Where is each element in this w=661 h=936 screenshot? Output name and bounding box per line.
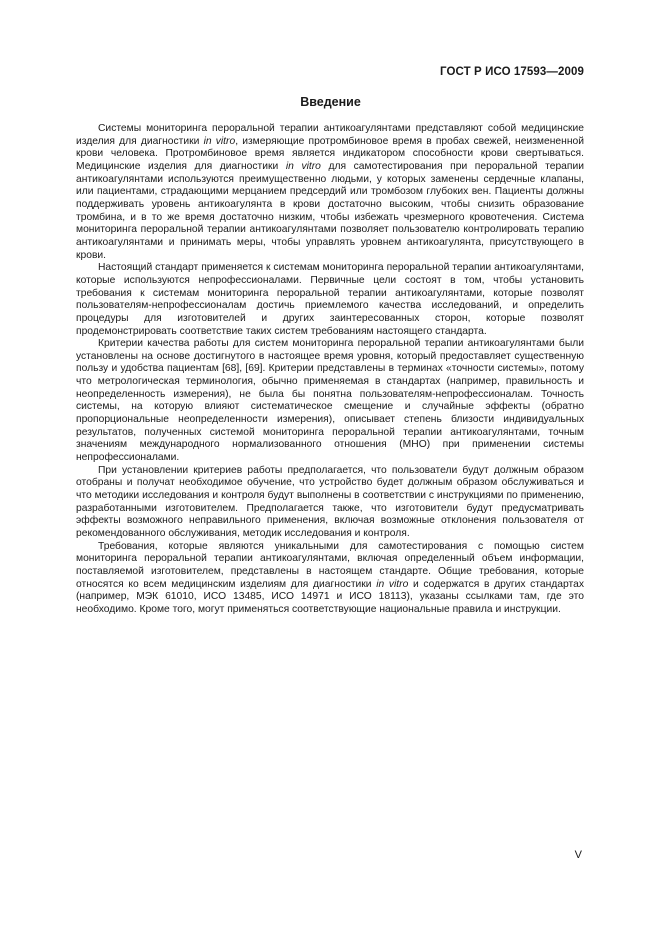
paragraph-2: Настоящий стандарт применяется к системам мониторинга пероральной терапии антикоагулянтами, которые используются непрофессионалами. Первичные цели состоят в том, чтобы установить требования к системам мониторинга пероральной терапии антикоагулянтами, которые позволят пользователям-непрофессионалам достичь приемлемого качества исследований, и определить процедуры для изготовителей и других заинтересованных сторон, которые позволят продемонстрировать соответствие таких систем требованиям настоящего стандарта. <box>76 262 584 337</box>
paragraph-3: Критерии качества работы для систем мониторинга пероральной терапии антикоагулянтами были установлены на основе достигнутого в настоящее время уровня, который предоставляет существенную пользу и удобства пациентам [68], [69]. Критерии представлены в терминах «точности системы», потому что метрологическая терминология, обычно применяемая в стандартах (например, правильность и неопределенность измерения), не была бы понятна пользователям-непрофессионалам. Точность системы, на которую влияют систематическое смещение и случайные эффекты (обратно пропорциональные неопределенности измерения), описывает степень близости индивидуальных результатов, полученных системой мониторинга пероральной терапии антикоагулянтами, точным значениям международного нормализованного отношения (МНО) при применении системы непрофессионалами. <box>76 338 584 464</box>
paragraph-5: Требования, которые являются уникальными для самотестирования с помощью систем мониторинга пероральной терапии антикоагулянтами, включая определенный объем информации, поставляемой изготовителем, представлены в настоящем стандарте. Общие требования, которые относятся ко всем медицинским изделиям для диагностики in vitro и содержатся в других стандартах (например, МЭК 61010, ИСО 13485, ИСО 14971 и ИСО 18113), указаны ссылками там, где это необходимо. Кроме того, могут применяться соответствующие национальные правила и инструкции. <box>76 540 585 615</box>
section-title: Введение <box>300 95 361 109</box>
page-number: V <box>574 849 582 861</box>
body-text <box>76 123 584 617</box>
document-header: ГОСТ Р ИСО 17593—2009 <box>439 66 584 78</box>
paragraph-4: При установлении критериев работы предполагается, что пользователи будут должным образом отобраны и получат необходимое обучение, что устройство будет должным образом обслуживаться и что методики исследования и контроля будут выполнены в соответствии с инструкциями по применению, разработанными изготовителем. Предполагается также, что изготовители будут предусматривать эффекты возможного неправильного применения, включая возможные отклонения пользователя от рекомендованного обслуживания, методик исследования и контроля. <box>76 464 584 539</box>
paragraph-1: Системы мониторинга пероральной терапии антикоагулянтами представляют собой медицинские изделия для диагностики in vitro, измеряющие протромбиновое время в пробах свежей, неизмененной крови человека. Протромбиновое время является индикатором способности крови свертываться. Медицинские изделия для диагностики in vitro для самотестирования при пероральной терапии антикоагулянтами используются преимущественно людьми, у которых заменены сердечные клапаны, или пациентами, страдающими мерцанием предсердий или тромбозом глубоких вен. Пациенты должны поддерживать уровень антикоагулянта в крови достаточно высоким, чтобы снизить образование тромбина, и в то же время достаточно низким, чтобы избежать чрезмерного кровотечения. Система мониторинга пероральной терапии антикоагулянтами позволяет пользователю контролировать терапию антикоагулянтами и принимать меры, чтобы управлять уровнем антикоагулянта, присутствующего в крови. <box>76 123 584 261</box>
